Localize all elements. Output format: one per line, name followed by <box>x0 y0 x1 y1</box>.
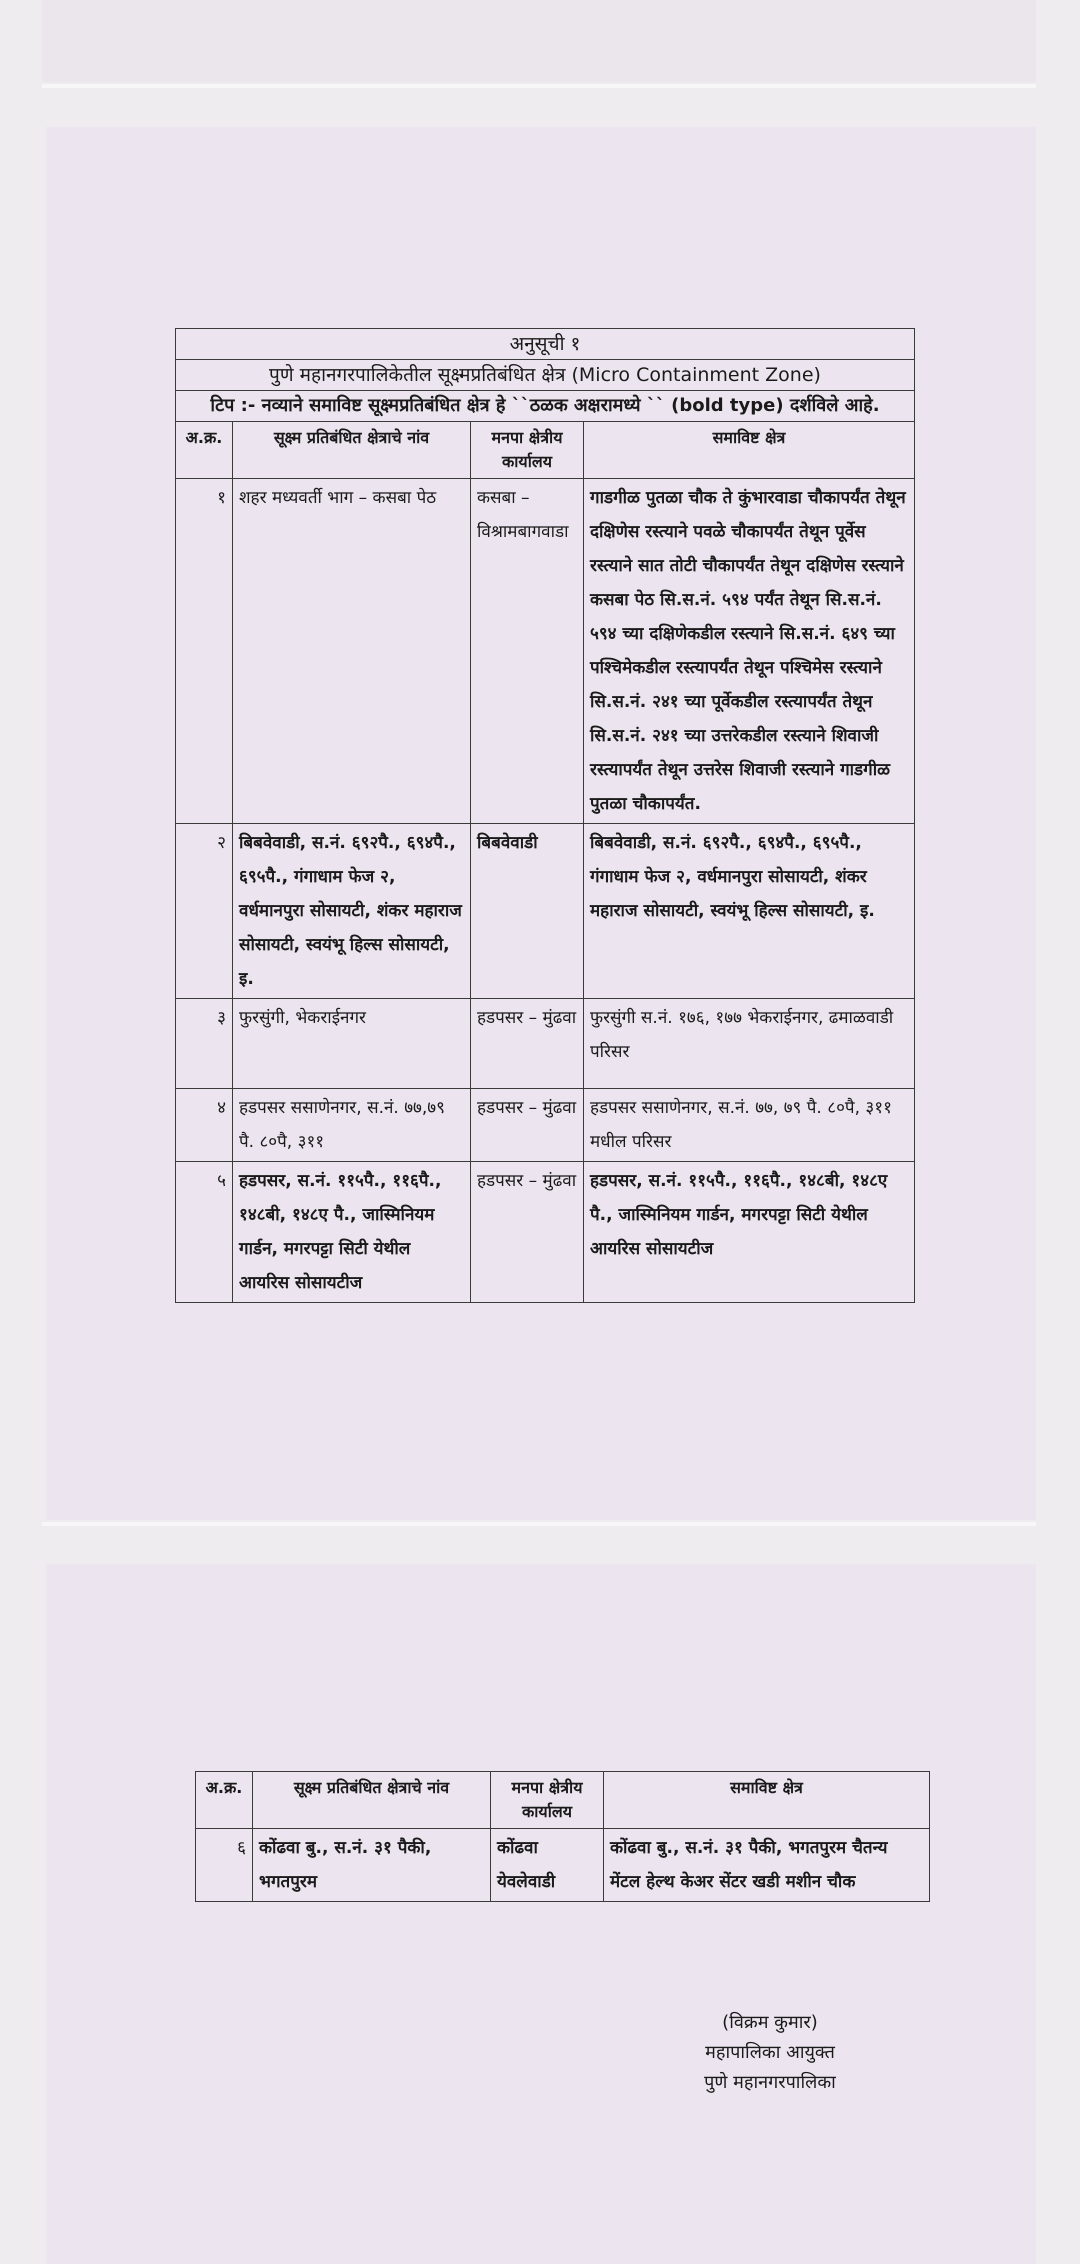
row-serial: ६ <box>196 1829 253 1902</box>
table-row <box>176 1162 915 1303</box>
row-zone-name: फुरसुंगी, भेकराईनगर <box>233 999 471 1089</box>
row-area: गाडगीळ पुतळा चौक ते कुंभारवाडा चौकापर्यंत तेथून दक्षिणेस रस्त्याने पवळे चौकापर्यंत तेथून पूर्वेस रस्त्याने सात तोटी चौकापर्यंत तेथून दक्षिणेस रस्त्याने कसबा पेठ सि.स.नं. ५९४ पर्यंत तेथून सि.स.नं. ५९४ च्या दक्षिणेकडील रस्त्याने सि.स.नं. ६४९ च्या पश्चिमेकडील रस्त्यापर्यंत तेथून पश्चिमेस रस्त्याने सि.स.नं. २४१ च्या पूर्वेकडील रस्त्यापर्यंत तेथून सि.स.नं. २४१ च्या उत्तरेकडील रस्त्याने शिवाजी रस्त्यापर्यंत तेथून उत्तरेस शिवाजी रस्त्याने गाडगीळ पुतळा चौकापर्यंत. <box>584 479 915 824</box>
table-row <box>176 999 915 1089</box>
schedule-note: टिप :- नव्याने समाविष्ट सूक्ष्मप्रतिबंधित क्षेत्र हे ``ठळक अक्षरामध्ये `` (bold type) दर्शविले आहे. <box>176 391 915 422</box>
row-zone-name: हडपसर ससाणेनगर, स.नं. ७७,७९ पै. ८०पै, ३११ <box>233 1089 471 1162</box>
schedule-table <box>175 328 915 1303</box>
schedule-table-continued <box>195 1771 930 1902</box>
page-separator <box>42 84 1036 88</box>
previous-page-fragment <box>42 0 1036 82</box>
table-row <box>196 1829 930 1902</box>
row-office: हडपसर – मुंढवा <box>471 999 584 1089</box>
row-serial: २ <box>176 824 233 999</box>
row-serial: १ <box>176 479 233 824</box>
row-area: हडपसर ससाणेनगर, स.नं. ७७, ७९ पै. ८०पै, ३११ मधील परिसर <box>584 1089 915 1162</box>
row-area: बिबवेवाडी, स.नं. ६९२पै., ६९४पै., ६९५पै., गंगाधाम फेज २, वर्धमानपुरा सोसायटी, शंकर महाराज सोसायटी, स्वयंभू हिल्स सोसायटी, इ. <box>584 824 915 999</box>
table-row <box>176 479 915 824</box>
row-area: कोंढवा बु., स.नं. ३१ पैकी, भगतपुरम चैतन्य मेंटल हेल्थ केअर सेंटर खडी मशीन चौक <box>604 1829 930 1902</box>
row-serial: ३ <box>176 999 233 1089</box>
signature-block <box>640 2008 900 2098</box>
row-area: हडपसर, स.नं. ११५पै., ११६पै., १४८बी, १४८ए पै., जास्मिनियम गार्डन, मगरपट्टा सिटी येथील आयरिस सोसायटीज <box>584 1162 915 1303</box>
col-office: मनपा क्षेत्रीय कार्यालय <box>491 1772 604 1829</box>
col-zone-name: सूक्ष्म प्रतिबंधित क्षेत्राचे नांव <box>253 1772 491 1829</box>
row-area: फुरसुंगी स.नं. १७६, १७७ भेकराईनगर, ढमाळवाडी परिसर <box>584 999 915 1089</box>
row-serial: ४ <box>176 1089 233 1162</box>
document-page-2 <box>46 1564 1036 2264</box>
schedule-title: अनुसूची १ <box>176 329 915 360</box>
row-office: हडपसर – मुंढवा <box>471 1162 584 1303</box>
signatory-designation: महापालिका आयुक्त <box>705 2042 835 2063</box>
row-serial: ५ <box>176 1162 233 1303</box>
col-office: मनपा क्षेत्रीय कार्यालय <box>471 422 584 479</box>
col-serial: अ.क्र. <box>196 1772 253 1829</box>
row-zone-name: शहर मध्यवर्ती भाग – कसबा पेठ <box>233 479 471 824</box>
table-row <box>176 1089 915 1162</box>
row-office: कोंढवा येवलेवाडी <box>491 1829 604 1902</box>
col-serial: अ.क्र. <box>176 422 233 479</box>
col-area: समाविष्ट क्षेत्र <box>584 422 915 479</box>
signatory-name: (विक्रम कुमार) <box>722 2012 818 2033</box>
signatory-organization: पुणे महानगरपालिका <box>704 2072 836 2093</box>
row-office: कसबा – विश्रामबागवाडा <box>471 479 584 824</box>
table-row <box>176 824 915 999</box>
schedule-subtitle: पुणे महानगरपालिकेतील सूक्ष्मप्रतिबंधित क्षेत्र (Micro Containment Zone) <box>176 360 915 391</box>
col-area: समाविष्ट क्षेत्र <box>604 1772 930 1829</box>
row-zone-name: कोंढवा बु., स.नं. ३१ पैकी, भगतपुरम <box>253 1829 491 1902</box>
page-separator <box>42 1522 1036 1526</box>
row-office: हडपसर – मुंढवा <box>471 1089 584 1162</box>
row-zone-name: बिबवेवाडी, स.नं. ६९२पै., ६९४पै., ६९५पै., गंगाधाम फेज २, वर्धमानपुरा सोसायटी, शंकर महाराज सोसायटी, स्वयंभू हिल्स सोसायटी, इ. <box>233 824 471 999</box>
row-zone-name: हडपसर, स.नं. ११५पै., ११६पै., १४८बी, १४८ए पै., जास्मिनियम गार्डन, मगरपट्टा सिटी येथील आयरिस सोसायटीज <box>233 1162 471 1303</box>
row-office: बिबवेवाडी <box>471 824 584 999</box>
col-zone-name: सूक्ष्म प्रतिबंधित क्षेत्राचे नांव <box>233 422 471 479</box>
